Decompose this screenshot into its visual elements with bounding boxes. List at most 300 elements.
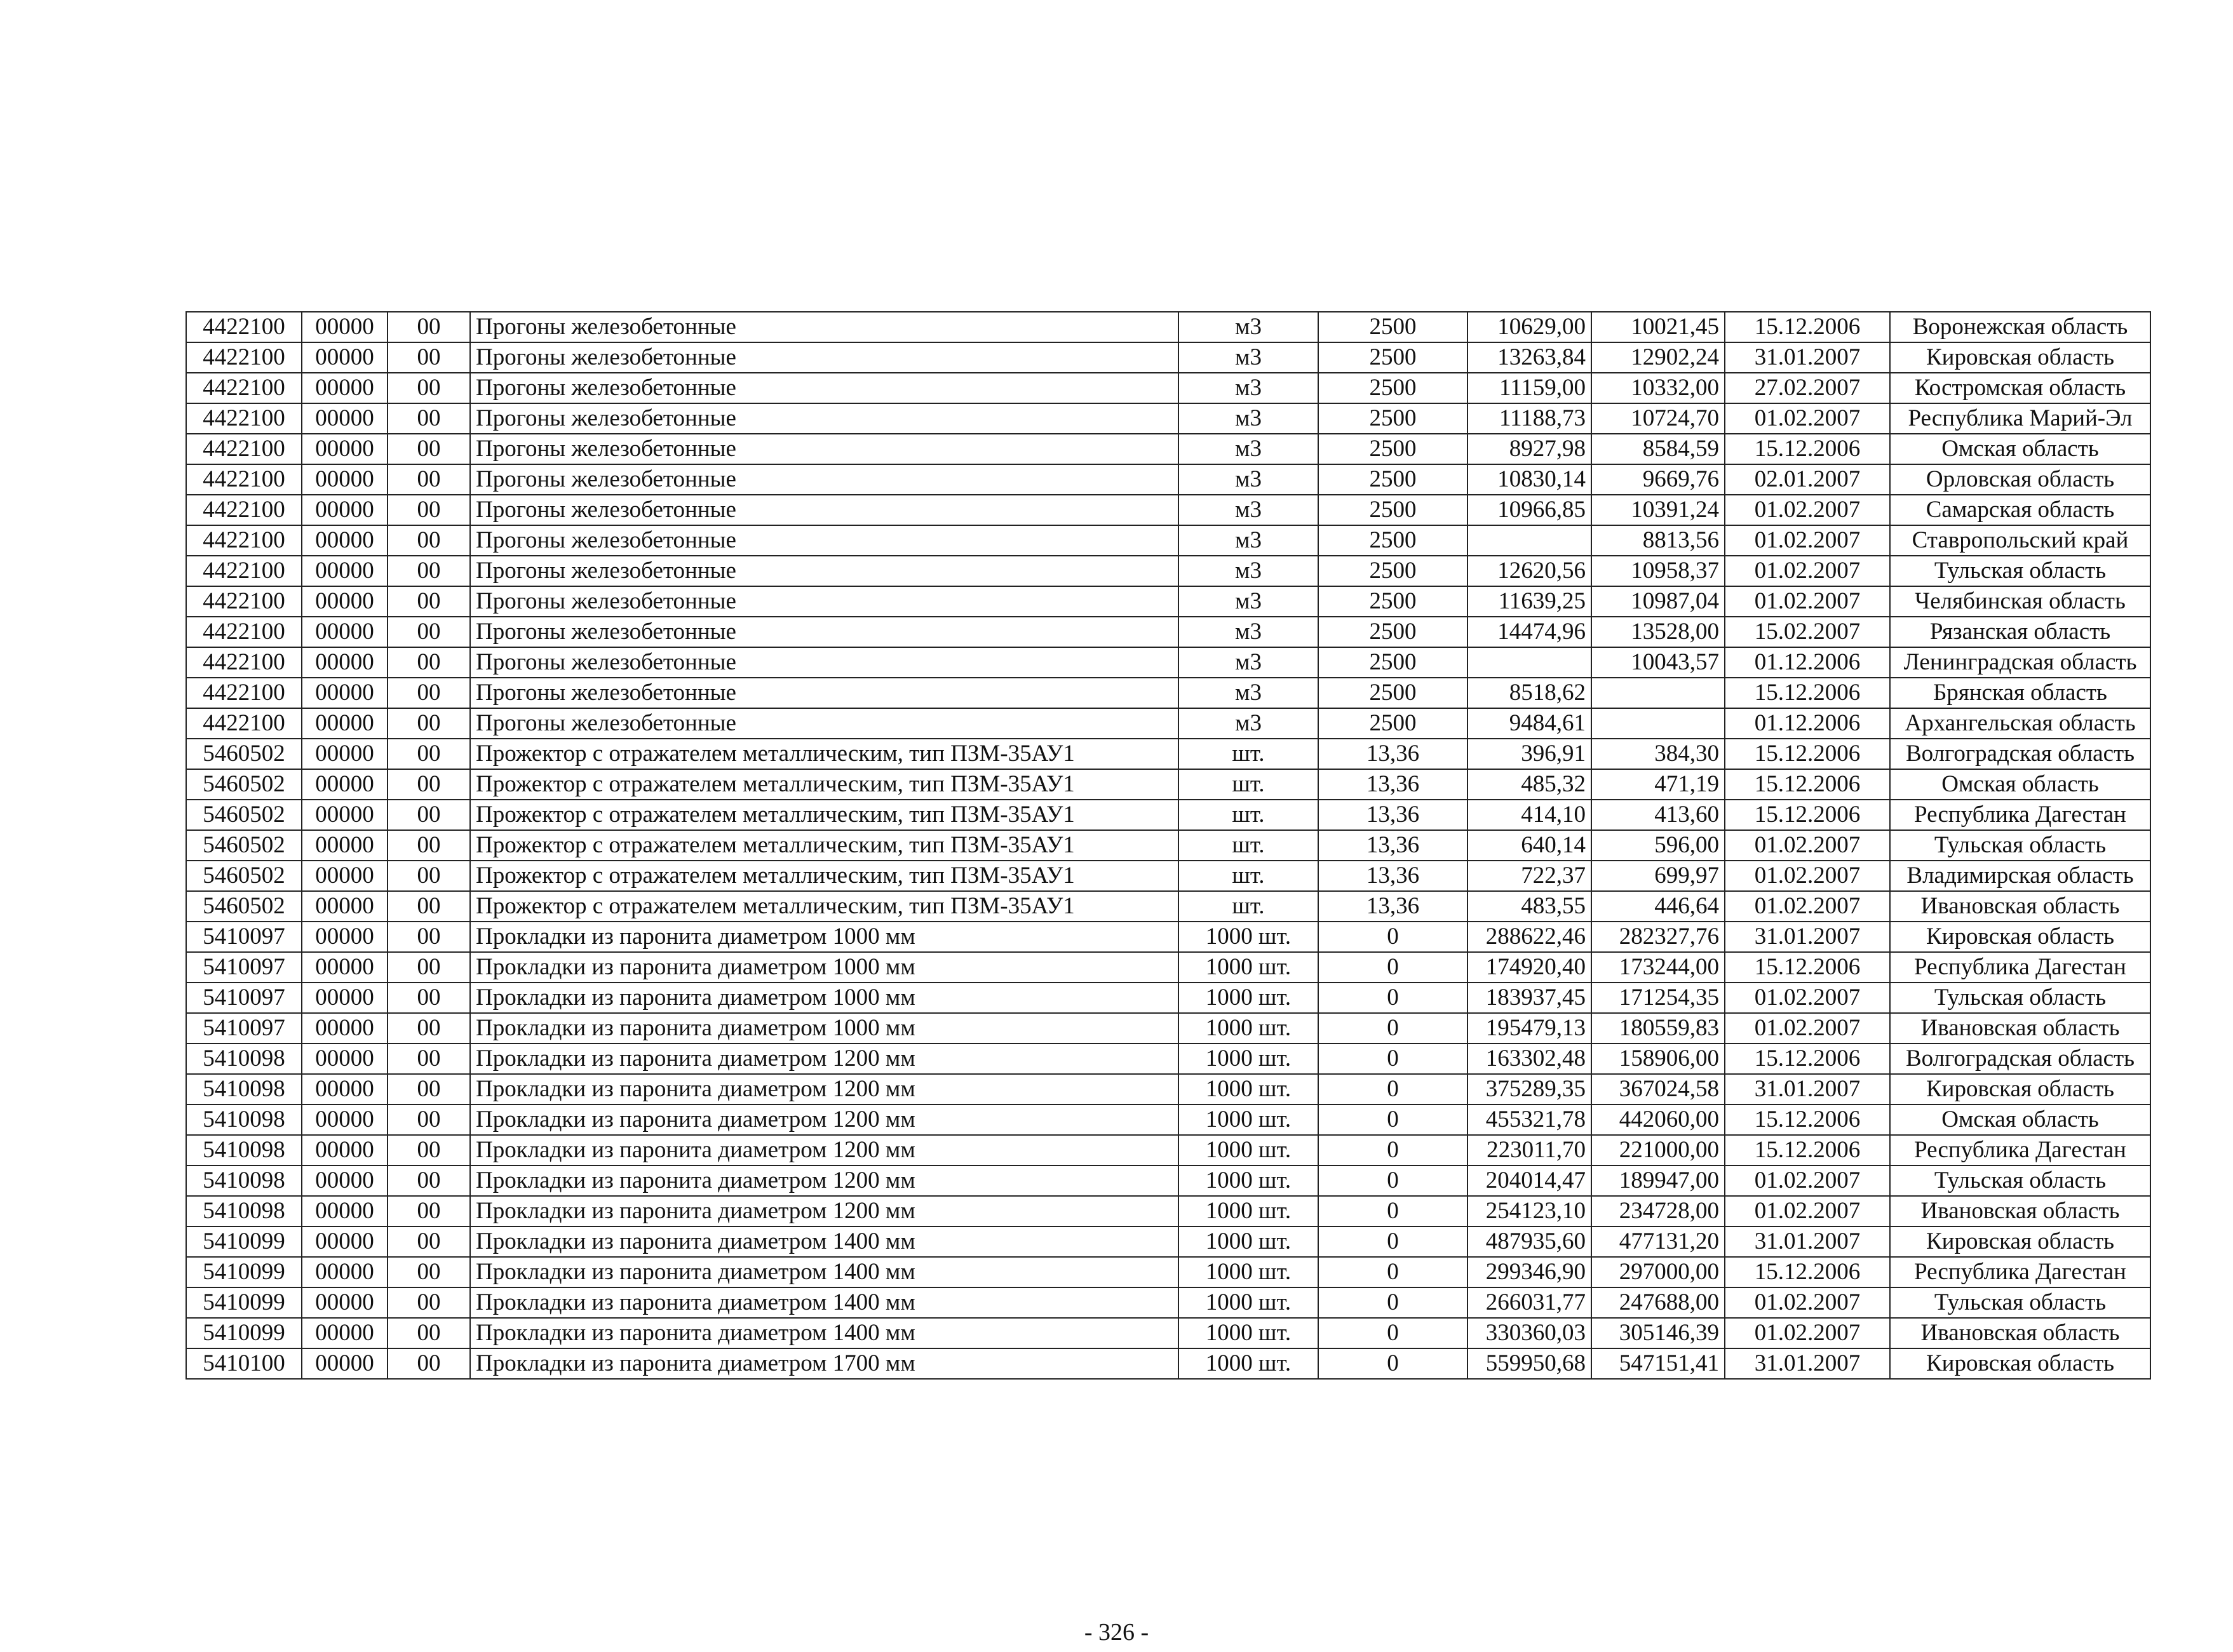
price-min-cell: 471,19 bbox=[1591, 769, 1725, 800]
table-row bbox=[186, 373, 2150, 403]
product-name-cell: Прогоны железобетонные bbox=[470, 586, 1178, 617]
subcode-cell: 00000 bbox=[302, 1074, 388, 1105]
unit-cell: м3 bbox=[1178, 525, 1318, 556]
region-cell: Архангельская область bbox=[1890, 708, 2150, 739]
quantity-cell: 2500 bbox=[1318, 373, 1467, 403]
code-cell: 5460502 bbox=[186, 861, 302, 891]
quantity-cell: 0 bbox=[1318, 922, 1467, 952]
code-cell: 4422100 bbox=[186, 312, 302, 342]
date-cell: 15.12.2006 bbox=[1725, 1044, 1890, 1074]
table-row bbox=[186, 434, 2150, 464]
subcode-cell: 00000 bbox=[302, 1348, 388, 1379]
product-name-cell: Прогоны железобетонные bbox=[470, 373, 1178, 403]
unit-cell: м3 bbox=[1178, 495, 1318, 525]
group-cell: 00 bbox=[388, 1013, 470, 1044]
price-min-cell: 10391,24 bbox=[1591, 495, 1725, 525]
quantity-cell: 2500 bbox=[1318, 678, 1467, 708]
subcode-cell: 00000 bbox=[302, 861, 388, 891]
product-name-cell: Прокладки из паронита диаметром 1200 мм bbox=[470, 1074, 1178, 1105]
quantity-cell: 2500 bbox=[1318, 342, 1467, 373]
table-row bbox=[186, 556, 2150, 586]
subcode-cell: 00000 bbox=[302, 464, 388, 495]
unit-cell: шт. bbox=[1178, 739, 1318, 769]
price-min-cell: 699,97 bbox=[1591, 861, 1725, 891]
quantity-cell: 2500 bbox=[1318, 434, 1467, 464]
date-cell: 01.02.2007 bbox=[1725, 861, 1890, 891]
unit-cell: 1000 шт. bbox=[1178, 1257, 1318, 1287]
code-cell: 5410098 bbox=[186, 1044, 302, 1074]
code-cell: 4422100 bbox=[186, 678, 302, 708]
price-min-cell: 8813,56 bbox=[1591, 525, 1725, 556]
unit-cell: м3 bbox=[1178, 586, 1318, 617]
table-row bbox=[186, 1105, 2150, 1135]
code-cell: 5410099 bbox=[186, 1226, 302, 1257]
quantity-cell: 13,36 bbox=[1318, 891, 1467, 922]
date-cell: 27.02.2007 bbox=[1725, 373, 1890, 403]
subcode-cell: 00000 bbox=[302, 342, 388, 373]
code-cell: 5460502 bbox=[186, 769, 302, 800]
unit-cell: 1000 шт. bbox=[1178, 1196, 1318, 1226]
quantity-cell: 0 bbox=[1318, 1135, 1467, 1165]
date-cell: 01.12.2006 bbox=[1725, 708, 1890, 739]
unit-cell: 1000 шт. bbox=[1178, 1105, 1318, 1135]
group-cell: 00 bbox=[388, 312, 470, 342]
region-cell: Республика Дагестан bbox=[1890, 800, 2150, 830]
quantity-cell: 0 bbox=[1318, 1196, 1467, 1226]
price-min-cell: 477131,20 bbox=[1591, 1226, 1725, 1257]
product-name-cell: Прокладки из паронита диаметром 1200 мм bbox=[470, 1135, 1178, 1165]
product-name-cell: Прокладки из паронита диаметром 1200 мм bbox=[470, 1044, 1178, 1074]
table-row bbox=[186, 525, 2150, 556]
quantity-cell: 0 bbox=[1318, 1257, 1467, 1287]
product-name-cell: Прогоны железобетонные bbox=[470, 434, 1178, 464]
price-max-cell: 12620,56 bbox=[1467, 556, 1591, 586]
date-cell: 15.12.2006 bbox=[1725, 800, 1890, 830]
subcode-cell: 00000 bbox=[302, 525, 388, 556]
product-name-cell: Прожектор с отражателем металлическим, тип ПЗМ-35АУ1 bbox=[470, 739, 1178, 769]
code-cell: 5410100 bbox=[186, 1348, 302, 1379]
table-row bbox=[186, 495, 2150, 525]
date-cell: 01.02.2007 bbox=[1725, 1287, 1890, 1318]
subcode-cell: 00000 bbox=[302, 800, 388, 830]
group-cell: 00 bbox=[388, 1165, 470, 1196]
subcode-cell: 00000 bbox=[302, 1318, 388, 1348]
date-cell: 15.12.2006 bbox=[1725, 1257, 1890, 1287]
subcode-cell: 00000 bbox=[302, 434, 388, 464]
date-cell: 01.12.2006 bbox=[1725, 647, 1890, 678]
date-cell: 01.02.2007 bbox=[1725, 830, 1890, 861]
table-row bbox=[186, 586, 2150, 617]
unit-cell: м3 bbox=[1178, 617, 1318, 647]
region-cell: Тульская область bbox=[1890, 556, 2150, 586]
unit-cell: шт. bbox=[1178, 830, 1318, 861]
group-cell: 00 bbox=[388, 739, 470, 769]
price-max-cell: 455321,78 bbox=[1467, 1105, 1591, 1135]
product-name-cell: Прожектор с отражателем металлическим, тип ПЗМ-35АУ1 bbox=[470, 861, 1178, 891]
date-cell: 01.02.2007 bbox=[1725, 1196, 1890, 1226]
quantity-cell: 13,36 bbox=[1318, 861, 1467, 891]
price-max-cell: 299346,90 bbox=[1467, 1257, 1591, 1287]
subcode-cell: 00000 bbox=[302, 922, 388, 952]
price-min-cell: 158906,00 bbox=[1591, 1044, 1725, 1074]
page-number: - 326 - bbox=[1084, 1619, 1149, 1646]
product-name-cell: Прожектор с отражателем металлическим, тип ПЗМ-35АУ1 bbox=[470, 769, 1178, 800]
date-cell: 15.12.2006 bbox=[1725, 312, 1890, 342]
price-max-cell: 722,37 bbox=[1467, 861, 1591, 891]
group-cell: 00 bbox=[388, 403, 470, 434]
quantity-cell: 0 bbox=[1318, 1105, 1467, 1135]
unit-cell: шт. bbox=[1178, 769, 1318, 800]
group-cell: 00 bbox=[388, 1105, 470, 1135]
subcode-cell: 00000 bbox=[302, 678, 388, 708]
price-max-cell: 204014,47 bbox=[1467, 1165, 1591, 1196]
table-body bbox=[186, 312, 2150, 1379]
code-cell: 5410097 bbox=[186, 952, 302, 983]
date-cell: 01.02.2007 bbox=[1725, 586, 1890, 617]
price-min-cell: 10043,57 bbox=[1591, 647, 1725, 678]
table-row bbox=[186, 1074, 2150, 1105]
group-cell: 00 bbox=[388, 1348, 470, 1379]
price-max-cell: 11159,00 bbox=[1467, 373, 1591, 403]
price-min-cell bbox=[1591, 708, 1725, 739]
product-name-cell: Прогоны железобетонные bbox=[470, 342, 1178, 373]
price-min-cell: 10958,37 bbox=[1591, 556, 1725, 586]
price-min-cell: 547151,41 bbox=[1591, 1348, 1725, 1379]
price-min-cell: 10987,04 bbox=[1591, 586, 1725, 617]
group-cell: 00 bbox=[388, 525, 470, 556]
product-name-cell: Прокладки из паронита диаметром 1200 мм bbox=[470, 1196, 1178, 1226]
region-cell: Воронежская область bbox=[1890, 312, 2150, 342]
product-name-cell: Прогоны железобетонные bbox=[470, 312, 1178, 342]
price-max-cell bbox=[1467, 647, 1591, 678]
unit-cell: м3 bbox=[1178, 556, 1318, 586]
date-cell: 31.01.2007 bbox=[1725, 922, 1890, 952]
price-max-cell: 14474,96 bbox=[1467, 617, 1591, 647]
unit-cell: 1000 шт. bbox=[1178, 1165, 1318, 1196]
table-row bbox=[186, 1287, 2150, 1318]
code-cell: 5410098 bbox=[186, 1135, 302, 1165]
code-cell: 5410098 bbox=[186, 1196, 302, 1226]
unit-cell: м3 bbox=[1178, 678, 1318, 708]
region-cell: Тульская область bbox=[1890, 983, 2150, 1013]
quantity-cell: 0 bbox=[1318, 1287, 1467, 1318]
subcode-cell: 00000 bbox=[302, 952, 388, 983]
product-name-cell: Прожектор с отражателем металлическим, тип ПЗМ-35АУ1 bbox=[470, 891, 1178, 922]
region-cell: Ивановская область bbox=[1890, 1318, 2150, 1348]
code-cell: 4422100 bbox=[186, 342, 302, 373]
region-cell: Рязанская область bbox=[1890, 617, 2150, 647]
price-min-cell: 180559,83 bbox=[1591, 1013, 1725, 1044]
subcode-cell: 00000 bbox=[302, 830, 388, 861]
price-min-cell: 173244,00 bbox=[1591, 952, 1725, 983]
region-cell: Кировская область bbox=[1890, 1226, 2150, 1257]
code-cell: 4422100 bbox=[186, 495, 302, 525]
code-cell: 5410099 bbox=[186, 1257, 302, 1287]
table-row bbox=[186, 1196, 2150, 1226]
code-cell: 4422100 bbox=[186, 708, 302, 739]
price-max-cell: 483,55 bbox=[1467, 891, 1591, 922]
date-cell: 15.12.2006 bbox=[1725, 1135, 1890, 1165]
group-cell: 00 bbox=[388, 586, 470, 617]
unit-cell: м3 bbox=[1178, 342, 1318, 373]
product-name-cell: Прокладки из паронита диаметром 1400 мм bbox=[470, 1226, 1178, 1257]
group-cell: 00 bbox=[388, 1044, 470, 1074]
table-row bbox=[186, 312, 2150, 342]
group-cell: 00 bbox=[388, 1196, 470, 1226]
date-cell: 15.12.2006 bbox=[1725, 678, 1890, 708]
code-cell: 5410098 bbox=[186, 1105, 302, 1135]
date-cell: 31.01.2007 bbox=[1725, 1226, 1890, 1257]
unit-cell: 1000 шт. bbox=[1178, 1226, 1318, 1257]
price-max-cell: 414,10 bbox=[1467, 800, 1591, 830]
price-max-cell: 254123,10 bbox=[1467, 1196, 1591, 1226]
price-max-cell: 195479,13 bbox=[1467, 1013, 1591, 1044]
quantity-cell: 0 bbox=[1318, 983, 1467, 1013]
group-cell: 00 bbox=[388, 922, 470, 952]
quantity-cell: 0 bbox=[1318, 1044, 1467, 1074]
group-cell: 00 bbox=[388, 1287, 470, 1318]
code-cell: 5410099 bbox=[186, 1318, 302, 1348]
region-cell: Кировская область bbox=[1890, 1074, 2150, 1105]
subcode-cell: 00000 bbox=[302, 586, 388, 617]
region-cell: Республика Дагестан bbox=[1890, 952, 2150, 983]
code-cell: 4422100 bbox=[186, 617, 302, 647]
price-max-cell: 8518,62 bbox=[1467, 678, 1591, 708]
unit-cell: 1000 шт. bbox=[1178, 1348, 1318, 1379]
table-row bbox=[186, 708, 2150, 739]
region-cell: Костромская область bbox=[1890, 373, 2150, 403]
region-cell: Орловская область bbox=[1890, 464, 2150, 495]
price-min-cell: 171254,35 bbox=[1591, 983, 1725, 1013]
table-row bbox=[186, 678, 2150, 708]
product-name-cell: Прогоны железобетонные bbox=[470, 495, 1178, 525]
region-cell: Тульская область bbox=[1890, 830, 2150, 861]
quantity-cell: 2500 bbox=[1318, 495, 1467, 525]
region-cell: Брянская область bbox=[1890, 678, 2150, 708]
region-cell: Кировская область bbox=[1890, 342, 2150, 373]
price-max-cell: 288622,46 bbox=[1467, 922, 1591, 952]
region-cell: Владимирская область bbox=[1890, 861, 2150, 891]
subcode-cell: 00000 bbox=[302, 312, 388, 342]
unit-cell: 1000 шт. bbox=[1178, 922, 1318, 952]
quantity-cell: 13,36 bbox=[1318, 830, 1467, 861]
product-name-cell: Прогоны железобетонные bbox=[470, 647, 1178, 678]
group-cell: 00 bbox=[388, 495, 470, 525]
subcode-cell: 00000 bbox=[302, 739, 388, 769]
code-cell: 4422100 bbox=[186, 556, 302, 586]
group-cell: 00 bbox=[388, 678, 470, 708]
price-min-cell: 12902,24 bbox=[1591, 342, 1725, 373]
code-cell: 5410098 bbox=[186, 1165, 302, 1196]
product-name-cell: Прокладки из паронита диаметром 1700 мм bbox=[470, 1348, 1178, 1379]
price-max-cell: 174920,40 bbox=[1467, 952, 1591, 983]
unit-cell: м3 bbox=[1178, 434, 1318, 464]
price-max-cell: 11639,25 bbox=[1467, 586, 1591, 617]
date-cell: 01.02.2007 bbox=[1725, 556, 1890, 586]
code-cell: 5410097 bbox=[186, 922, 302, 952]
code-cell: 5460502 bbox=[186, 830, 302, 861]
table-row bbox=[186, 1348, 2150, 1379]
price-max-cell: 8927,98 bbox=[1467, 434, 1591, 464]
table-row bbox=[186, 800, 2150, 830]
region-cell: Республика Дагестан bbox=[1890, 1135, 2150, 1165]
quantity-cell: 13,36 bbox=[1318, 739, 1467, 769]
unit-cell: шт. bbox=[1178, 891, 1318, 922]
region-cell: Омская область bbox=[1890, 1105, 2150, 1135]
unit-cell: 1000 шт. bbox=[1178, 1318, 1318, 1348]
price-min-cell: 10724,70 bbox=[1591, 403, 1725, 434]
price-max-cell: 375289,35 bbox=[1467, 1074, 1591, 1105]
product-name-cell: Прогоны железобетонные bbox=[470, 403, 1178, 434]
date-cell: 01.02.2007 bbox=[1725, 495, 1890, 525]
product-name-cell: Прокладки из паронита диаметром 1000 мм bbox=[470, 922, 1178, 952]
quantity-cell: 2500 bbox=[1318, 312, 1467, 342]
region-cell: Ивановская область bbox=[1890, 891, 2150, 922]
region-cell: Волгоградская область bbox=[1890, 739, 2150, 769]
code-cell: 4422100 bbox=[186, 647, 302, 678]
date-cell: 01.02.2007 bbox=[1725, 983, 1890, 1013]
quantity-cell: 0 bbox=[1318, 1318, 1467, 1348]
subcode-cell: 00000 bbox=[302, 647, 388, 678]
date-cell: 15.12.2006 bbox=[1725, 434, 1890, 464]
group-cell: 00 bbox=[388, 647, 470, 678]
subcode-cell: 00000 bbox=[302, 617, 388, 647]
price-min-cell: 10021,45 bbox=[1591, 312, 1725, 342]
price-min-cell: 234728,00 bbox=[1591, 1196, 1725, 1226]
unit-cell: 1000 шт. bbox=[1178, 1013, 1318, 1044]
product-name-cell: Прогоны железобетонные bbox=[470, 556, 1178, 586]
region-cell: Тульская область bbox=[1890, 1287, 2150, 1318]
date-cell: 01.02.2007 bbox=[1725, 1165, 1890, 1196]
code-cell: 4422100 bbox=[186, 403, 302, 434]
table-row bbox=[186, 1257, 2150, 1287]
date-cell: 15.12.2006 bbox=[1725, 769, 1890, 800]
date-cell: 31.01.2007 bbox=[1725, 1348, 1890, 1379]
price-max-cell bbox=[1467, 525, 1591, 556]
unit-cell: 1000 шт. bbox=[1178, 983, 1318, 1013]
price-min-cell: 442060,00 bbox=[1591, 1105, 1725, 1135]
product-name-cell: Прожектор с отражателем металлическим, тип ПЗМ-35АУ1 bbox=[470, 800, 1178, 830]
region-cell: Ленинградская область bbox=[1890, 647, 2150, 678]
table-row bbox=[186, 647, 2150, 678]
table-row bbox=[186, 1165, 2150, 1196]
product-name-cell: Прогоны железобетонные bbox=[470, 617, 1178, 647]
product-name-cell: Прокладки из паронита диаметром 1200 мм bbox=[470, 1165, 1178, 1196]
unit-cell: м3 bbox=[1178, 403, 1318, 434]
region-cell: Омская область bbox=[1890, 434, 2150, 464]
date-cell: 01.02.2007 bbox=[1725, 525, 1890, 556]
price-max-cell: 640,14 bbox=[1467, 830, 1591, 861]
subcode-cell: 00000 bbox=[302, 1135, 388, 1165]
price-min-cell: 221000,00 bbox=[1591, 1135, 1725, 1165]
product-name-cell: Прокладки из паронита диаметром 1400 мм bbox=[470, 1287, 1178, 1318]
group-cell: 00 bbox=[388, 708, 470, 739]
date-cell: 01.02.2007 bbox=[1725, 891, 1890, 922]
date-cell: 01.02.2007 bbox=[1725, 1318, 1890, 1348]
group-cell: 00 bbox=[388, 983, 470, 1013]
code-cell: 5410099 bbox=[186, 1287, 302, 1318]
group-cell: 00 bbox=[388, 769, 470, 800]
price-max-cell: 485,32 bbox=[1467, 769, 1591, 800]
table-row bbox=[186, 983, 2150, 1013]
subcode-cell: 00000 bbox=[302, 403, 388, 434]
code-cell: 4422100 bbox=[186, 586, 302, 617]
subcode-cell: 00000 bbox=[302, 1226, 388, 1257]
unit-cell: м3 bbox=[1178, 647, 1318, 678]
code-cell: 5460502 bbox=[186, 800, 302, 830]
region-cell: Омская область bbox=[1890, 769, 2150, 800]
quantity-cell: 2500 bbox=[1318, 525, 1467, 556]
unit-cell: м3 bbox=[1178, 708, 1318, 739]
quantity-cell: 2500 bbox=[1318, 647, 1467, 678]
region-cell: Ивановская область bbox=[1890, 1013, 2150, 1044]
group-cell: 00 bbox=[388, 556, 470, 586]
group-cell: 00 bbox=[388, 1318, 470, 1348]
subcode-cell: 00000 bbox=[302, 556, 388, 586]
subcode-cell: 00000 bbox=[302, 708, 388, 739]
price-min-cell: 297000,00 bbox=[1591, 1257, 1725, 1287]
region-cell: Тульская область bbox=[1890, 1165, 2150, 1196]
subcode-cell: 00000 bbox=[302, 1287, 388, 1318]
group-cell: 00 bbox=[388, 1257, 470, 1287]
subcode-cell: 00000 bbox=[302, 495, 388, 525]
product-name-cell: Прокладки из паронита диаметром 1000 мм bbox=[470, 1013, 1178, 1044]
code-cell: 4422100 bbox=[186, 464, 302, 495]
group-cell: 00 bbox=[388, 861, 470, 891]
quantity-cell: 13,36 bbox=[1318, 769, 1467, 800]
table-row bbox=[186, 1135, 2150, 1165]
price-min-cell: 367024,58 bbox=[1591, 1074, 1725, 1105]
product-name-cell: Прожектор с отражателем металлическим, тип ПЗМ-35АУ1 bbox=[470, 830, 1178, 861]
product-name-cell: Прогоны железобетонные bbox=[470, 708, 1178, 739]
price-min-cell: 596,00 bbox=[1591, 830, 1725, 861]
table-row bbox=[186, 739, 2150, 769]
subcode-cell: 00000 bbox=[302, 891, 388, 922]
date-cell: 02.01.2007 bbox=[1725, 464, 1890, 495]
price-min-cell: 305146,39 bbox=[1591, 1318, 1725, 1348]
price-min-cell: 13528,00 bbox=[1591, 617, 1725, 647]
price-min-cell: 282327,76 bbox=[1591, 922, 1725, 952]
price-min-cell: 413,60 bbox=[1591, 800, 1725, 830]
table-row bbox=[186, 464, 2150, 495]
quantity-cell: 0 bbox=[1318, 1013, 1467, 1044]
product-name-cell: Прокладки из паронита диаметром 1400 мм bbox=[470, 1318, 1178, 1348]
region-cell: Челябинская область bbox=[1890, 586, 2150, 617]
date-cell: 01.02.2007 bbox=[1725, 1013, 1890, 1044]
subcode-cell: 00000 bbox=[302, 769, 388, 800]
price-min-cell: 8584,59 bbox=[1591, 434, 1725, 464]
quantity-cell: 2500 bbox=[1318, 617, 1467, 647]
group-cell: 00 bbox=[388, 952, 470, 983]
unit-cell: м3 bbox=[1178, 464, 1318, 495]
price-max-cell: 396,91 bbox=[1467, 739, 1591, 769]
table-row bbox=[186, 891, 2150, 922]
date-cell: 15.12.2006 bbox=[1725, 1105, 1890, 1135]
subcode-cell: 00000 bbox=[302, 1196, 388, 1226]
region-cell: Республика Дагестан bbox=[1890, 1257, 2150, 1287]
price-max-cell: 487935,60 bbox=[1467, 1226, 1591, 1257]
quantity-cell: 2500 bbox=[1318, 708, 1467, 739]
price-max-cell: 10966,85 bbox=[1467, 495, 1591, 525]
date-cell: 31.01.2007 bbox=[1725, 342, 1890, 373]
table-row bbox=[186, 1226, 2150, 1257]
price-min-cell: 189947,00 bbox=[1591, 1165, 1725, 1196]
unit-cell: 1000 шт. bbox=[1178, 1044, 1318, 1074]
product-name-cell: Прокладки из паронита диаметром 1000 мм bbox=[470, 952, 1178, 983]
group-cell: 00 bbox=[388, 464, 470, 495]
quantity-cell: 0 bbox=[1318, 1074, 1467, 1105]
subcode-cell: 00000 bbox=[302, 1257, 388, 1287]
